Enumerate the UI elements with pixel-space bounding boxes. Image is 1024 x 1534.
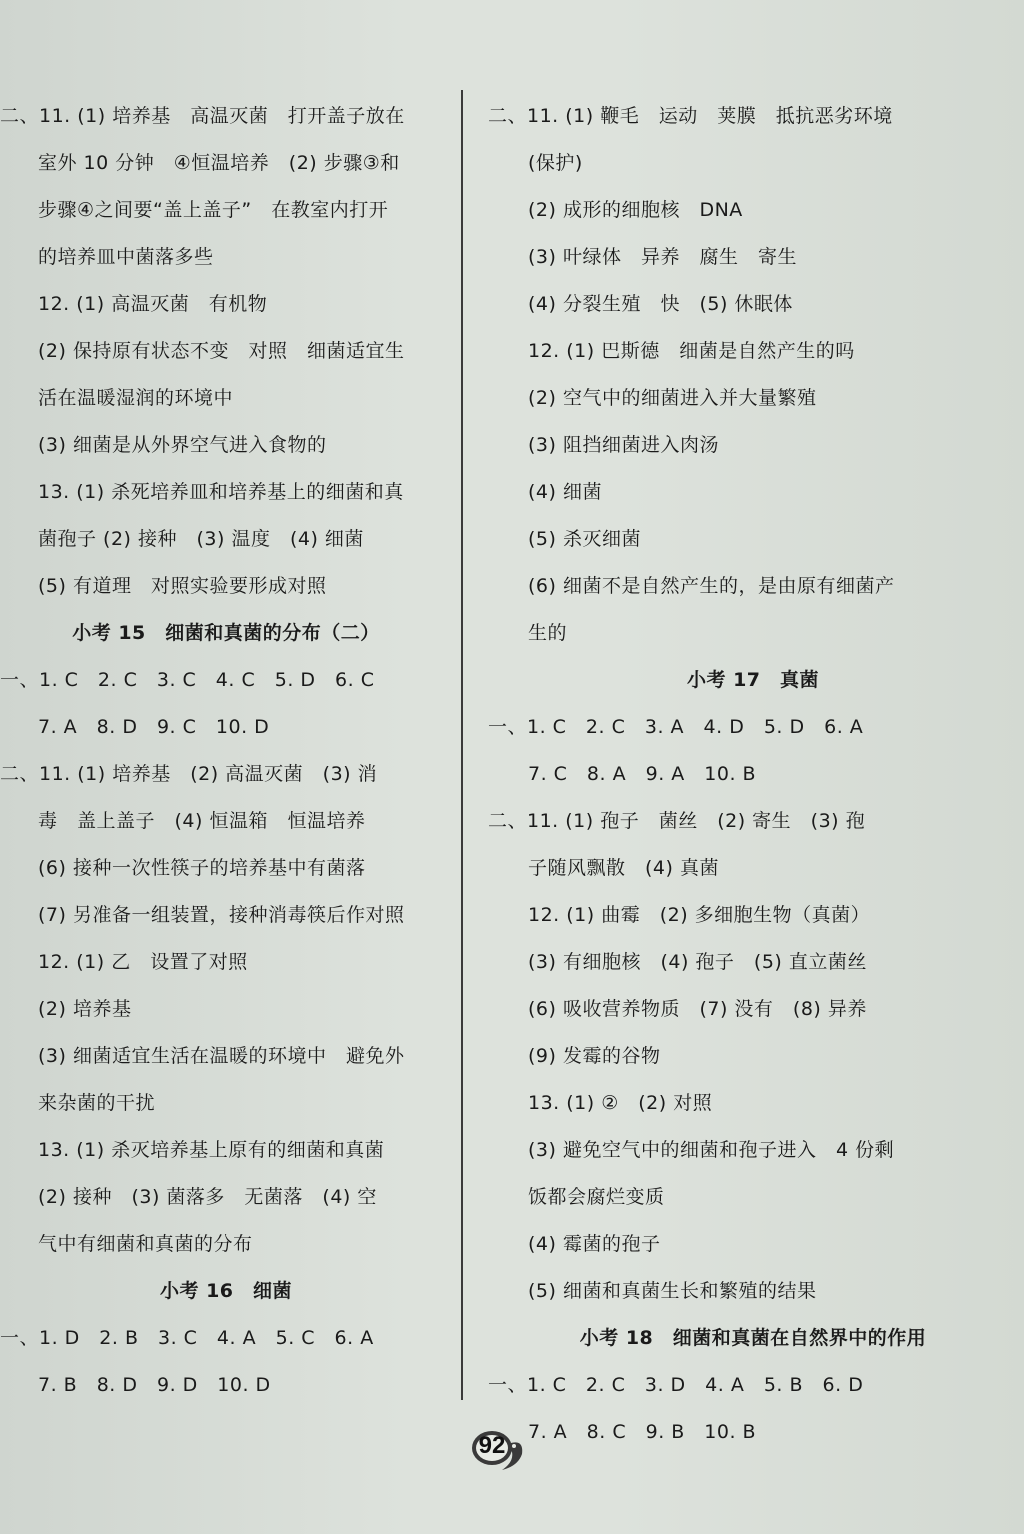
- answer-line: 活在温暖湿润的环境中: [38, 387, 234, 409]
- answer-line: 生的: [528, 622, 568, 644]
- answer-line: 7. A 8. C 9. B 10. B: [528, 1421, 757, 1443]
- answer-line: (5) 有道理 对照实验要形成对照: [38, 575, 327, 597]
- section-heading: 小考 17 真菌: [686, 669, 820, 691]
- answer-line: (6) 细菌不是自然产生的，是由原有细菌产: [528, 575, 895, 597]
- answer-line: (9) 发霉的谷物: [528, 1045, 661, 1067]
- answer-line: 步骤④之间要“盖上盖子” 在教室内打开: [38, 199, 389, 221]
- answer-line: 饭都会腐烂变质: [528, 1186, 665, 1208]
- answer-line: 气中有细菌和真菌的分布: [38, 1233, 253, 1255]
- answer-line: 一、1. C 2. C 3. C 4. C 5. D 6. C: [0, 669, 375, 691]
- page-number: 92: [478, 1432, 506, 1459]
- answer-line: (3) 阻挡细菌进入肉汤: [528, 434, 719, 456]
- answer-line: (2) 培养基: [38, 998, 132, 1020]
- section-heading: 小考 15 细菌和真菌的分布（二）: [72, 622, 380, 644]
- right-column: [488, 93, 1018, 1456]
- answer-line: 12. (1) 曲霉 (2) 多细胞生物（真菌）: [528, 904, 871, 926]
- answer-line: 一、1. C 2. C 3. A 4. D 5. D 6. A: [488, 716, 864, 738]
- answer-line: 的培养皿中菌落多些: [38, 246, 214, 268]
- answer-line: 13. (1) 杀灭培养基上原有的细菌和真菌: [38, 1139, 385, 1161]
- answer-line: 一、1. C 2. C 3. D 4. A 5. B 6. D: [488, 1374, 864, 1396]
- answer-line: (2) 保持原有状态不变 对照 细菌适宜生: [38, 340, 405, 362]
- answer-line: 7. B 8. D 9. D 10. D: [38, 1374, 271, 1396]
- answer-line: (3) 避免空气中的细菌和孢子进入 4 份剩: [528, 1139, 895, 1161]
- answer-line: (4) 霉菌的孢子: [528, 1233, 661, 1255]
- page-number-badge: [472, 1426, 528, 1476]
- answer-line: (4) 分裂生殖 快 (5) 休眠体: [528, 293, 793, 315]
- answer-line: 二、11. (1) 培养基 高温灭菌 打开盖子放在: [0, 105, 405, 127]
- answer-line: 菌孢子 (2) 接种 (3) 温度 (4) 细菌: [38, 528, 364, 550]
- answer-line: (3) 细菌是从外界空气进入食物的: [38, 434, 327, 456]
- answer-line: 13. (1) 杀死培养皿和培养基上的细菌和真: [38, 481, 404, 503]
- answer-line: 一、1. D 2. B 3. C 4. A 5. C 6. A: [0, 1327, 374, 1349]
- section-heading: 小考 16 细菌: [159, 1280, 293, 1302]
- section-heading: 小考 18 细菌和真菌在自然界中的作用: [579, 1327, 927, 1349]
- answer-line: 12. (1) 乙 设置了对照: [38, 951, 248, 973]
- answer-line: (5) 杀灭细菌: [528, 528, 641, 550]
- answer-line: (7) 另准备一组装置，接种消毒筷后作对照: [38, 904, 405, 926]
- answer-line: 12. (1) 巴斯德 细菌是自然产生的吗: [528, 340, 855, 362]
- answer-line: 二、11. (1) 培养基 (2) 高温灭菌 (3) 消: [0, 763, 378, 785]
- answer-line: 毒 盖上盖子 (4) 恒温箱 恒温培养: [38, 810, 366, 832]
- answer-line: 7. A 8. D 9. C 10. D: [38, 716, 270, 738]
- answer-line: (3) 有细胞核 (4) 孢子 (5) 直立菌丝: [528, 951, 867, 973]
- answer-line: (2) 空气中的细菌进入并大量繁殖: [528, 387, 817, 409]
- answer-line: 子随风飘散 (4) 真菌: [528, 857, 719, 879]
- left-column: [0, 93, 452, 1409]
- answer-line: (6) 接种一次性筷子的培养基中有菌落: [38, 857, 366, 879]
- answer-line: (3) 细菌适宜生活在温暖的环境中 避免外: [38, 1045, 405, 1067]
- answer-line: (2) 接种 (3) 菌落多 无菌落 (4) 空: [38, 1186, 377, 1208]
- answer-line: (6) 吸收营养物质 (7) 没有 (8) 异养: [528, 998, 867, 1020]
- answer-line: 室外 10 分钟 ④恒温培养 (2) 步骤③和: [38, 152, 400, 174]
- answer-line: 来杂菌的干扰: [38, 1092, 156, 1114]
- answer-line: (保护): [528, 152, 583, 174]
- answer-line: (3) 叶绿体 异养 腐生 寄生: [528, 246, 797, 268]
- column-divider: [461, 90, 463, 1400]
- answer-line: (2) 成形的细胞核 DNA: [528, 199, 743, 221]
- answer-line: 7. C 8. A 9. A 10. B: [528, 763, 757, 785]
- answer-line: 二、11. (1) 鞭毛 运动 荚膜 抵抗恶劣环境: [488, 105, 893, 127]
- answer-line: 12. (1) 高温灭菌 有机物: [38, 293, 268, 315]
- answer-line: (4) 细菌: [528, 481, 602, 503]
- answer-line: (5) 细菌和真菌生长和繁殖的结果: [528, 1280, 817, 1302]
- answer-line: 13. (1) ② (2) 对照: [528, 1092, 713, 1114]
- answer-line: 二、11. (1) 孢子 菌丝 (2) 寄生 (3) 孢: [488, 810, 866, 832]
